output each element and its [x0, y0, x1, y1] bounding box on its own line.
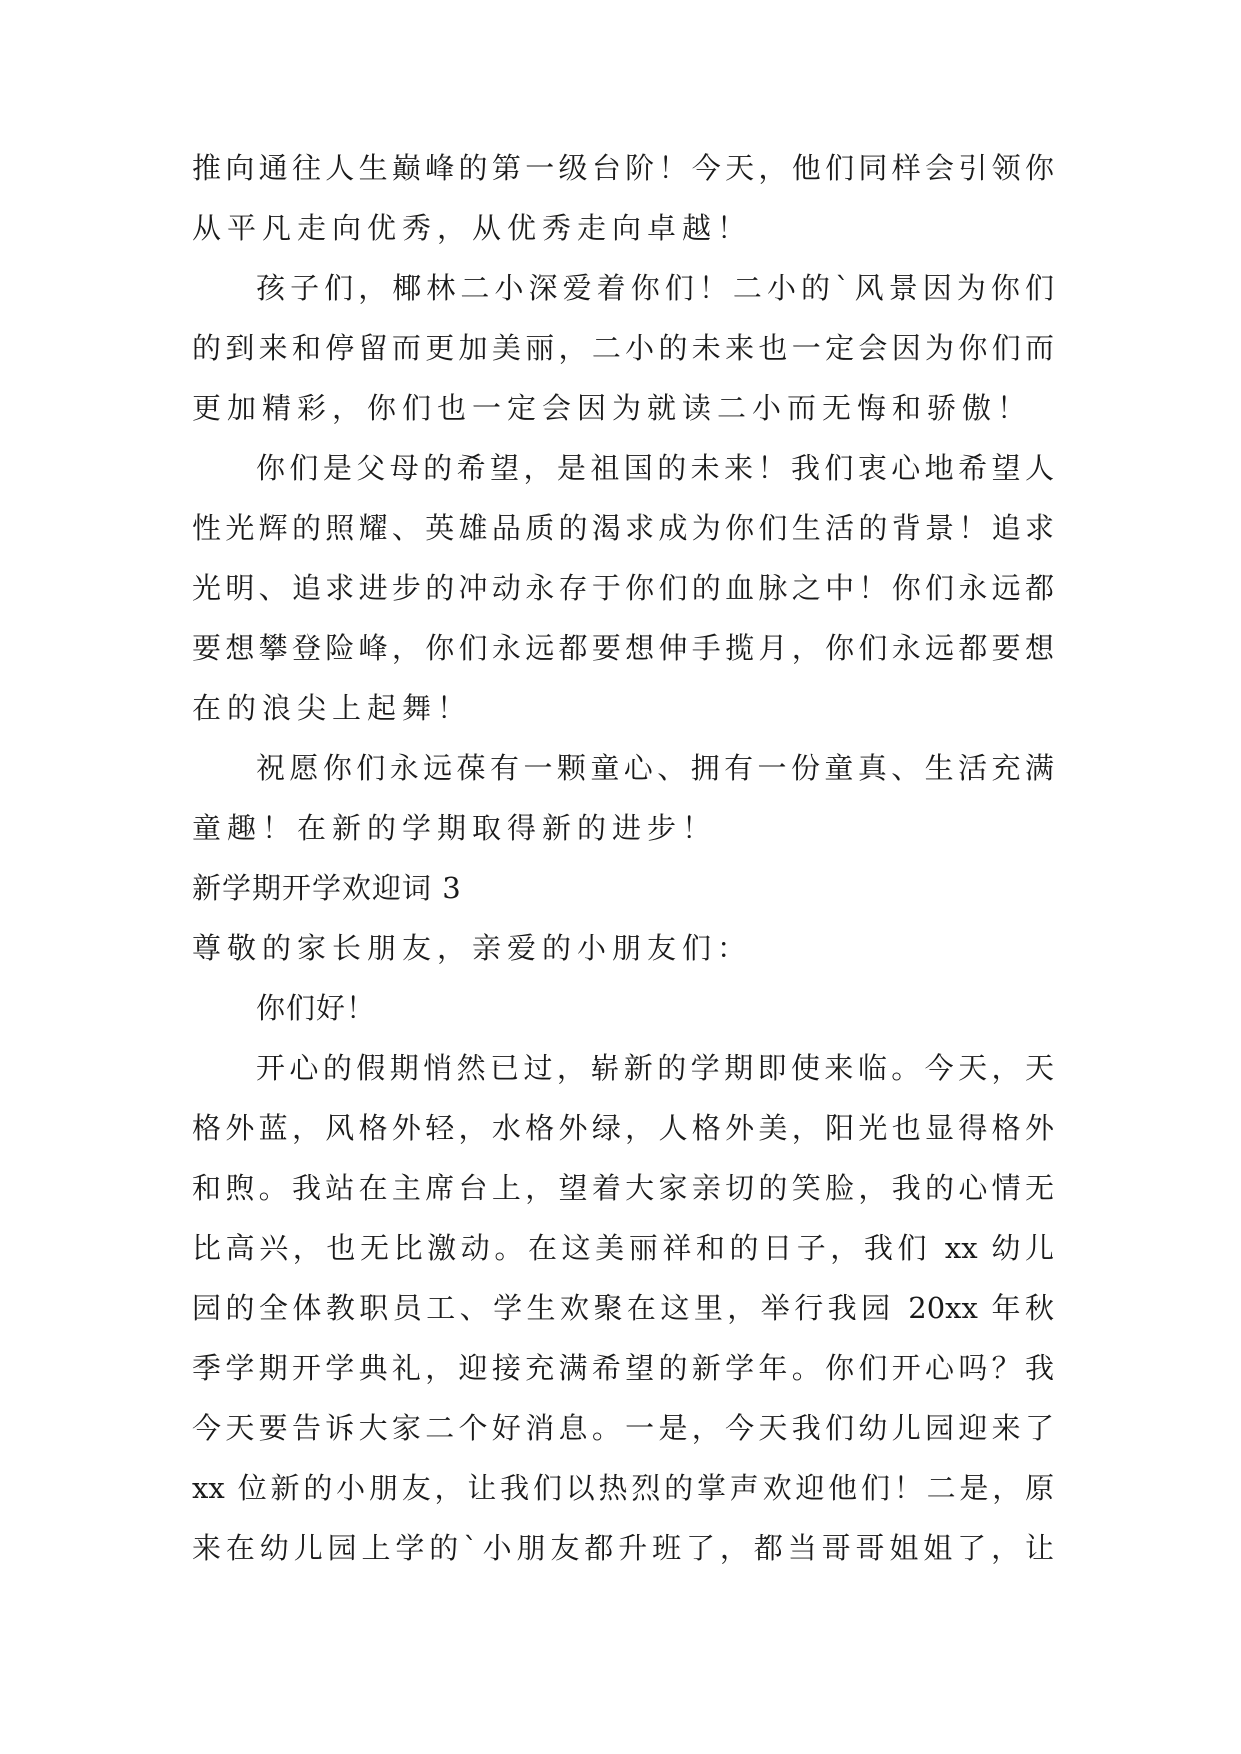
text-line: 在的浪尖上起舞！ — [192, 691, 473, 725]
text-line: 童趣！在新的学期取得新的进步！ — [192, 811, 718, 845]
text-line: 园的全体教职员工、学生欢聚在这里，举行我园 20xx 年秋 — [192, 1291, 1054, 1325]
text-line: 来在幼儿园上学的`小朋友都升班了，都当哥哥姐姐了，让 — [192, 1531, 1054, 1565]
paragraph-first-line: 开心的假期悄然已过，崭新的学期即使来临。今天，天 — [256, 1051, 1054, 1085]
text-line: 格外蓝，风格外轻，水格外绿，人格外美，阳光也显得格外 — [192, 1111, 1054, 1145]
text-line: 的到来和停留而更加美丽，二小的未来也一定会因为你们而 — [192, 331, 1054, 365]
text-line: 和煦。我站在主席台上，望着大家亲切的笑脸，我的心情无 — [192, 1171, 1054, 1205]
paragraph-first-line: 祝愿你们永远葆有一颗童心、拥有一份童真、生活充满 — [256, 751, 1054, 785]
text-line: 季学期开学典礼，迎接充满希望的新学年。你们开心吗？我 — [192, 1351, 1054, 1385]
text-line: 要想攀登险峰，你们永远都要想伸手揽月，你们永远都要想 — [192, 631, 1054, 665]
text-line: 性光辉的照耀、英雄品质的渴求成为你们生活的背景！追求 — [192, 511, 1054, 545]
section-heading: 新学期开学欢迎词 3 — [192, 871, 462, 905]
salutation: 尊敬的家长朋友，亲爱的小朋友们： — [192, 931, 753, 965]
greeting: 你们好！ — [256, 991, 377, 1025]
text-line: xx 位新的小朋友，让我们以热烈的掌声欢迎他们！二是，原 — [192, 1471, 1054, 1505]
text-line: 光明、追求进步的冲动永存于你们的血脉之中！你们永远都 — [192, 571, 1054, 605]
text-line: 从平凡走向优秀，从优秀走向卓越！ — [192, 211, 753, 245]
text-line: 更加精彩，你们也一定会因为就读二小而无悔和骄傲！ — [192, 391, 1033, 425]
text-line: 推向通往人生巅峰的第一级台阶！今天，他们同样会引领你 — [192, 151, 1054, 185]
text-line: 今天要告诉大家二个好消息。一是，今天我们幼儿园迎来了 — [192, 1411, 1054, 1445]
paragraph-first-line: 你们是父母的希望，是祖国的未来！我们衷心地希望人 — [256, 451, 1054, 485]
text-line: 比高兴，也无比激动。在这美丽祥和的日子，我们 xx 幼儿 — [192, 1231, 1054, 1265]
paragraph-first-line: 孩子们，椰林二小深爱着你们！二小的`风景因为你们 — [256, 271, 1054, 305]
